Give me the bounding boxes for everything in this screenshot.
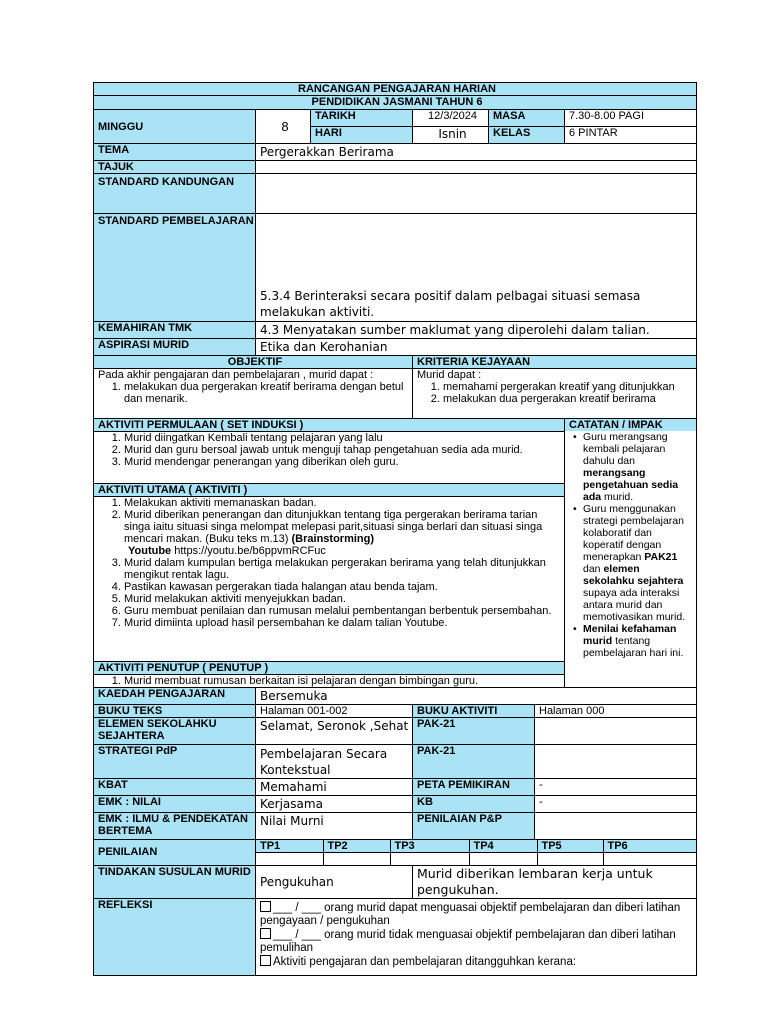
- peta-value: -: [535, 779, 697, 796]
- utama-header: AKTIVITI UTAMA ( AKTIVITI ): [94, 484, 564, 497]
- kriteria-body: [413, 369, 697, 419]
- kriteria-item: 1. memahami pergerakan kreatif yang ditunjukkan: [443, 381, 696, 393]
- utama-item: 7. Murid dimiinta upload hasil persembahan ke dalam talian Youtube.: [124, 617, 562, 629]
- tema-label: TEMA: [94, 144, 256, 161]
- refleksi-label: REFLEKSI: [94, 898, 256, 975]
- standard-pembelajaran-value: 5.3.4 Berinteraksi secara positif dalam pelbagai situasi semasa melakukan aktiviti.: [256, 214, 697, 322]
- utama-item: 5. Murid melakukan aktiviti menyejukkan badan.: [124, 593, 562, 605]
- penilaian-pp-value: [535, 813, 697, 840]
- youtube-link[interactable]: https://youtu.be/b6ppvmRCFuc: [171, 545, 326, 557]
- tp-value[interactable]: [537, 853, 603, 865]
- tmk-value: 4.3 Menyatakan sumber maklumat yang diperolehi dalam talian.: [256, 322, 697, 339]
- standard-kandungan-label: STANDARD KANDUNGAN: [94, 174, 256, 214]
- youtube-label: Youtube: [128, 545, 172, 557]
- utama-item2-bold: (Brainstorming): [291, 533, 375, 545]
- tp-label: TP5: [537, 840, 603, 853]
- tp-cell: [256, 840, 697, 866]
- tp-value[interactable]: [390, 853, 469, 865]
- standard-kandungan-value: [256, 174, 697, 214]
- tajuk-value: [256, 161, 697, 174]
- plan-title: RANCANGAN PENGAJARAN HARIAN: [94, 83, 697, 96]
- catatan-note: • Guru menggunakan strategi pembelajaran kolaboratif dan koperatif dengan menerapkan PAK21 dan elemen sekolahku sejahtera supaya ada interaksi antara murid dan memotivasikan murid.: [583, 503, 693, 623]
- objektif-item: 1. melakukan dua pergerakan kreatif berirama dengan betul dan menarik.: [124, 381, 412, 405]
- utama-body: [94, 497, 564, 662]
- elemen-label: ELEMEN SEKOLAHKU SEJAHTERA: [94, 718, 256, 745]
- utama-item: 6. Guru membuat penilaian dan rumusan melalui pembentangan berbentuk persembahan.: [124, 605, 562, 617]
- tp-grid: [256, 840, 696, 865]
- objektif-header: OBJEKTIF: [94, 356, 413, 369]
- tp-value[interactable]: [256, 853, 323, 865]
- utama-item: 1. Melakukan aktiviti memanaskan badan.: [124, 497, 562, 509]
- kelas-value: 6 PINTAR: [565, 127, 697, 144]
- masa-label: MASA: [489, 110, 565, 127]
- kriteria-intro: Murid dapat :: [417, 369, 482, 381]
- elemen-value: Selamat, Seronok ,Sehat: [256, 718, 413, 745]
- strategi-value: Pembelajaran Secara Kontekstual: [256, 745, 413, 779]
- tp-value[interactable]: [323, 853, 390, 865]
- kriteria-item: 2. melakukan dua pergerakan kreatif berirama: [443, 393, 696, 405]
- refleksi-line: Aktiviti pengajaran dan pembelajaran ditangguhkan kerana:: [260, 955, 696, 969]
- objektif-intro: Pada akhir pengajaran dan pembelajaran , murid dapat :: [98, 369, 374, 381]
- penutup-header: AKTIVITI PENUTUP ( PENUTUP ): [94, 662, 564, 675]
- activities-cell: [94, 419, 565, 688]
- tarikh-value: 12/3/2024: [413, 110, 489, 127]
- penilaian-label: PENILAIAN: [94, 840, 256, 866]
- refleksi-body: [256, 898, 697, 975]
- pak21b-value: [535, 745, 697, 779]
- penutup-body: [94, 675, 564, 687]
- catatan-header: CATATAN / IMPAK: [565, 419, 696, 431]
- tp-label: TP2: [323, 840, 390, 853]
- buku-teks-label: BUKU TEKS: [94, 705, 256, 718]
- permulaan-header: AKTIVITI PERMULAAN ( SET INDUKSI ): [94, 419, 564, 432]
- tp-label: TP4: [469, 840, 537, 853]
- peta-label: PETA PEMIKIRAN: [413, 779, 535, 796]
- utama-item: 4. Pastikan kawasan pergerakan tiada halangan atau benda tajam.: [124, 581, 562, 593]
- utama-item: [124, 509, 562, 557]
- standard-pembelajaran-label: STANDARD PEMBELAJARAN: [94, 214, 256, 322]
- tema-value: Pergerakkan Berirama: [256, 144, 697, 161]
- kaedah-label: KAEDAH PENGAJARAN: [94, 688, 256, 705]
- buku-aktiviti-label: BUKU AKTIVITI: [413, 705, 535, 718]
- tajuk-label: TAJUK: [94, 161, 256, 174]
- objektif-body: [94, 369, 413, 419]
- kaedah-value: Bersemuka: [256, 688, 697, 705]
- checkbox[interactable]: [260, 928, 271, 939]
- pak21-value: [535, 718, 697, 745]
- buku-aktiviti-value: Halaman 000: [535, 705, 697, 718]
- kb-value: -: [535, 796, 697, 813]
- plan-subject: PENDIDIKAN JASMANI TAHUN 6: [94, 96, 697, 110]
- tp-value[interactable]: [469, 853, 537, 865]
- hari-label: HARI: [311, 127, 413, 144]
- emk-nilai-value: Kerjasama: [256, 796, 413, 813]
- catatan-cell: [565, 419, 697, 688]
- kb-label: KB: [413, 796, 535, 813]
- checkbox[interactable]: [260, 955, 271, 966]
- utama-item2-text: Murid diberikan penerangan dan ditunjukkan tentang tiga pergerakan berirama tarian singa iaitu situasi singa melompat melepasi parit,situasi singa berlari dan situasi singa mencari makan. (Buku teks m.13): [124, 509, 543, 545]
- refleksi-line: ___ / ___ orang murid tidak menguasai objektif pembelajaran dan diberi latihan pemulihan: [260, 928, 676, 954]
- utama-item: 3. Murid dalam kumpulan bertiga melakukan pergerakan berirama yang telah ditunjukkan mengikut rentak lagu.: [124, 557, 562, 581]
- catatan-list: [565, 431, 696, 659]
- catatan-note: • Guru merangsang kembali pelajaran dahulu dan merangsang pengetahuan sedia ada murid.: [583, 431, 693, 503]
- penilaian-pp-label: PENILAIAN P&P: [413, 813, 535, 840]
- hari-value: Isnin: [413, 127, 489, 144]
- buku-teks-value: Halaman 001-002: [256, 705, 413, 718]
- catatan-note: • Menilai kefahaman murid tentang pembelajaran hari ini.: [583, 623, 693, 659]
- kelas-label: KELAS: [489, 127, 565, 144]
- checkbox[interactable]: [260, 901, 271, 912]
- tarikh-label: TARIKH: [311, 110, 413, 127]
- minggu-label: MINGGU: [94, 110, 256, 144]
- kriteria-header: KRITERIA KEJAYAAN: [413, 356, 697, 369]
- pak21b-label: PAK-21: [413, 745, 535, 779]
- emk-ilmu-label: EMK : ILMU & PENDEKATAN BERTEMA: [94, 813, 256, 840]
- permulaan-item: 3. Murid mendengar penerangan yang diberikan oleh guru.: [124, 456, 562, 468]
- tp-label: TP1: [256, 840, 323, 853]
- tindakan-label: TINDAKAN SUSULAN MURID: [94, 865, 256, 898]
- tindakan-value-2: Murid diberikan lembaran kerja untuk pengukuhan.: [413, 865, 697, 898]
- aspirasi-label: ASPIRASI MURID: [94, 339, 256, 356]
- tp-label: TP6: [603, 840, 696, 853]
- aspirasi-value: Etika dan Kerohanian: [256, 339, 697, 356]
- lesson-plan-table: [93, 82, 697, 976]
- penutup-item: 1. Murid membuat rumusan berkaitan isi pelajaran dengan bimbingan guru.: [124, 675, 562, 687]
- permulaan-body: [94, 432, 564, 484]
- tp-label: TP3: [390, 840, 469, 853]
- minggu-value: 8: [256, 110, 311, 144]
- masa-value: 7.30-8.00 PAGI: [565, 110, 697, 127]
- permulaan-item: 1. Murid diingatkan Kembali tentang pelajaran yang lalu: [124, 432, 562, 444]
- tmk-label: KEMAHIRAN TMK: [94, 322, 256, 339]
- emk-nilai-label: EMK : NILAI: [94, 796, 256, 813]
- kbat-value: Memahami: [256, 779, 413, 796]
- strategi-label: STRATEGI PdP: [94, 745, 256, 779]
- emk-ilmu-value: Nilai Murni: [256, 813, 413, 840]
- refleksi-line: ___ / ___ orang murid dapat menguasai objektif pembelajaran dan diberi latihan pengayaan / pengukuhan: [260, 901, 681, 927]
- permulaan-item: 2. Murid dan guru bersoal jawab untuk menguji tahap pengetahuan sedia ada murid.: [124, 444, 562, 456]
- kbat-label: KBAT: [94, 779, 256, 796]
- tp-value[interactable]: [603, 853, 696, 865]
- tindakan-value-1: Pengukuhan: [256, 865, 413, 898]
- pak21-label: PAK-21: [413, 718, 535, 745]
